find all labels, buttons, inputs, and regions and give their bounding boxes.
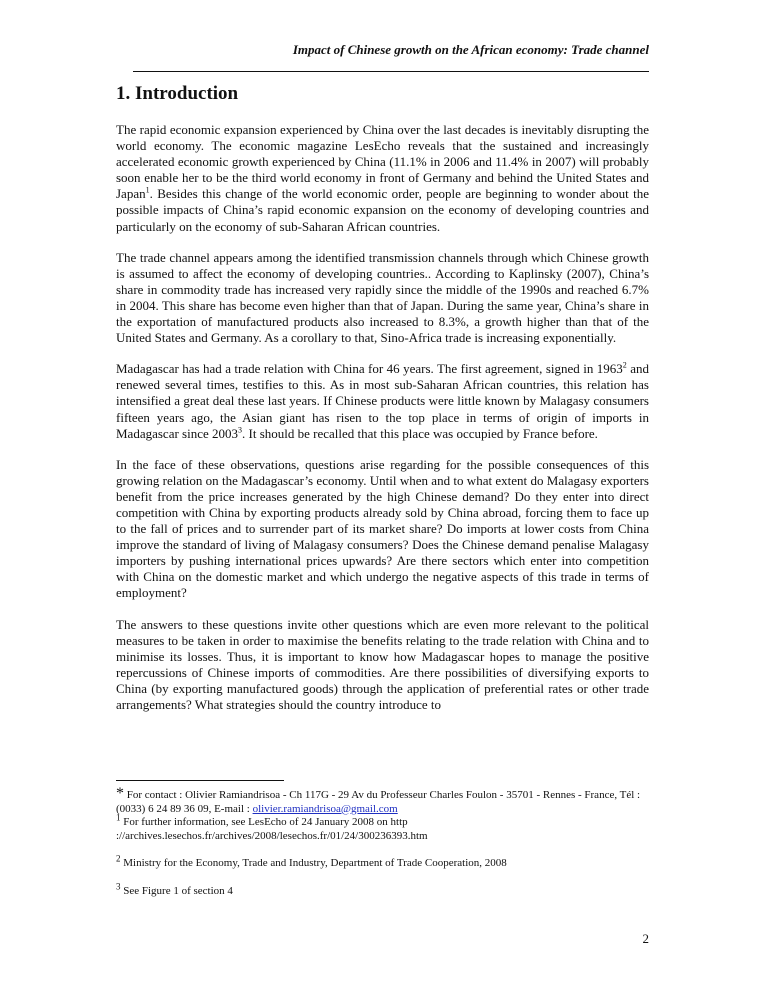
footnote-marker-star: * [116,785,124,802]
section-title: 1. Introduction [116,83,239,104]
paragraph-2: The trade channel appears among the identified transmission channels through which Chinese growth is assumed to affect the economy of developing countries.. According to Kaplinsky (2007), China’s share in commodity trade has increased very rapidly since the middle of the 1990s and reached 6.7% in 2004. This share has become even higher than that of Japan. During the same year, China’s share in the exportation of manufactured products also increased to 8.3%, a growth higher than that of the United States and Germany. As a corollary to that, Sino-Africa trade is increasing exponentially. [116,249,649,346]
footnote-contact-text: For contact : Olivier Ramiandrisoa - Ch 117G - 29 Av du Professeur Charles Foulon - 35701 - Rennes - France, Tél : (0033) 6 24 89 36 09, E-mail : [116,789,641,815]
footnote-2 [116,853,649,871]
footnote-3 [116,880,649,899]
footnote-ref-1: 1 [145,186,150,196]
paragraph-3-text-b: and renewed several times, testifies to this. As in most sub-Saharan African countries, this relation has intensified a great deal these last years. If Chinese products were little known by Malagasy consumers fifteen years ago, the Asian giant has risen to the top place in terms of origin of imports in Madagascar since 2003 [116,361,649,441]
paragraph-3-text-a: Madagascar has had a trade relation with China for 46 years. The first agreement, signed in 1963 [116,361,623,377]
paragraph-3-text-c: . It should be recalled that this place was occupied by France before. [242,425,598,441]
footnote-rule [116,780,284,781]
footnote-ref-3: 3 [238,425,243,435]
footnotes [116,785,649,898]
paragraph-4: In the face of these observations, questions arise regarding for the possible consequences of this growing relation on the Madagascar’s economy. Until when and to what extent do Malagasy exporters benefit from the price increases generated by the high Chinese demand? Do they enter into direct competition with China by exporting products already sold by China abroad, forcing them to face up to the fall of prices and to surrender part of its market share? Do imports at lower costs from China improve the standard of living of Malagasy consumers? Does the Chinese demand penalise Malagasy importers by pushing international prices upwards? Are there sectors which enter into competition with China on the domestic market and which undergo the negative aspects of this trade in terms of employment? [116,456,649,601]
paragraph-3 [116,361,649,441]
header-rule [133,71,649,72]
footnote-marker-3: 3 [116,880,121,891]
body-text [116,122,649,728]
footnote-marker-1: 1 [116,812,121,823]
page-number: 2 [642,931,649,946]
footnote-marker-2: 2 [116,853,121,864]
paragraph-1 [116,122,649,235]
paragraph-5: The answers to these questions invite other questions which are even more relevant to the political measures to be taken in order to maximise the benefits relating to the trade relation with China and to minimise its losses. Thus, it is important to know how Madagascar hopes to manage the positive repercussions of Chinese imports of commodities. Are there possibilities of diversifying exports to China (by exporting manufactured goods) through the application of preferential rates or other trade arrangements? What strategies should the country introduce to [116,616,649,712]
footnote-contact [116,785,649,816]
footnote-2-text: Ministry for the Economy, Trade and Industry, Department of Trade Cooperation, 2008 [120,857,507,869]
footnote-ref-2: 2 [622,360,627,370]
paragraph-1-text-b: . Besides this change of the world economic order, people are beginning to wonder about the possible impacts of China’s rapid economic expansion on the economy of developing countries and particularly on the economy of sub-Saharan African countries. [116,186,649,234]
footnote-1 [116,812,649,843]
footnote-3-text: See Figure 1 of section 4 [120,884,233,897]
email-link[interactable]: olivier.ramiandrisoa@gmail.com [252,802,398,815]
running-header: Impact of Chinese growth on the African economy: Trade channel [292,42,649,57]
paragraph-1-text-a: The rapid economic expansion experienced by China over the last decades is inevitably disrupting the world economy. The economic magazine LesEcho reveals that the sustained and increasingly accelerated economic growth experienced by China (11.1% in 2006 and 11.4% in 2007) will probably soon enable her to be the third world economy in front of Germany and behind the United States and Japan [116,122,649,202]
footnote-1-text: For further information, see LesEcho of 24 January 2008 on http ://archives.lesechos.fr/archives/2008/lesechos.fr/01/24/300236393.htm [116,816,428,842]
